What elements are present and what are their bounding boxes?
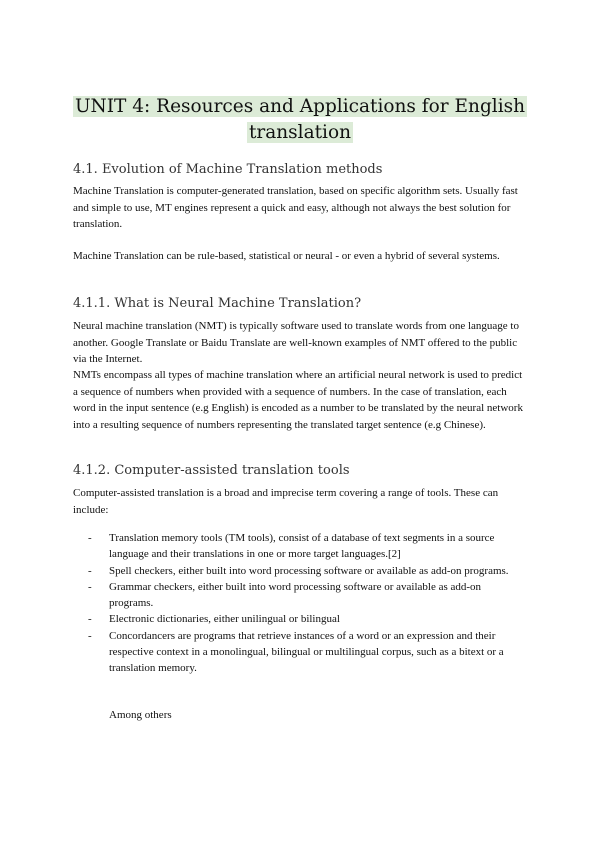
- list-item: [88, 611, 528, 627]
- page-title: UNIT 4: Resources and Applications for English translation: [74, 96, 526, 143]
- title-block: [60, 94, 540, 146]
- list-item-text: Spell checkers, either built into word processing software or available as add-on programs.: [109, 564, 509, 577]
- paragraph-nmt-details: NMTs encompass all types of machine translation where an artificial neural network is used to predict a sequence of numbers when provided with a sequence of numbers. In the case of translation, each word in the input sentence (e.g English) is encoded as a number to be translated by the neural network into a resulting sequence of numbers representing the translated target sentence (e.g Chinese).: [73, 369, 523, 431]
- paragraph-cat-intro: Computer-assisted translation is a broad and imprecise term covering a range of tools. These can include:: [73, 487, 499, 516]
- section-heading-4-1-1: 4.1.1. What is Neural Machine Translation?: [73, 296, 362, 311]
- list-item-text: Grammar checkers, either built into word processing software or available as add-on programs.: [109, 580, 482, 610]
- list-item: [88, 628, 528, 677]
- list-item-text: Electronic dictionaries, either unilingual or bilingual: [109, 613, 340, 626]
- cat-tools-list: [88, 530, 528, 677]
- list-bullet: -: [88, 629, 92, 642]
- list-bullet: -: [88, 564, 92, 577]
- list-bullet: -: [88, 532, 92, 544]
- list-bullet: -: [88, 580, 92, 593]
- list-item: [88, 563, 528, 579]
- closing-note: Among others: [109, 709, 172, 721]
- paragraph-mt-types: Machine Translation can be rule-based, statistical or neural - or even a hybrid of several systems.: [73, 250, 500, 262]
- paragraph-nmt-definition: Neural machine translation (NMT) is typically software used to translate words from one language to another. Google Translate or Baidu Translate are well-known examples of NMT offered to the public via the Internet.: [73, 320, 519, 365]
- list-item-text: Concordancers are programs that retrieve instances of a word or an expression and their respective context in a monolingual, bilingual or multilingual corpus, such as a bitext or a translation memory.: [109, 629, 504, 675]
- list-item: [88, 530, 528, 563]
- paragraph-mt-definition: Machine Translation is computer-generated translation, based on specific algorithm sets. Usually fast and simple to use, MT engines represent a quick and easy, although not always the best solution for translation.: [73, 185, 518, 230]
- list-bullet: -: [88, 613, 92, 626]
- section-heading-4-1: 4.1. Evolution of Machine Translation methods: [73, 162, 383, 177]
- section-heading-4-1-2: 4.1.2. Computer-assisted translation tools: [73, 463, 350, 478]
- list-item-text: Translation memory tools (TM tools), consist of a database of text segments in a source language and their translations in one or more target languages.[2]: [109, 532, 495, 561]
- list-item: [88, 579, 528, 612]
